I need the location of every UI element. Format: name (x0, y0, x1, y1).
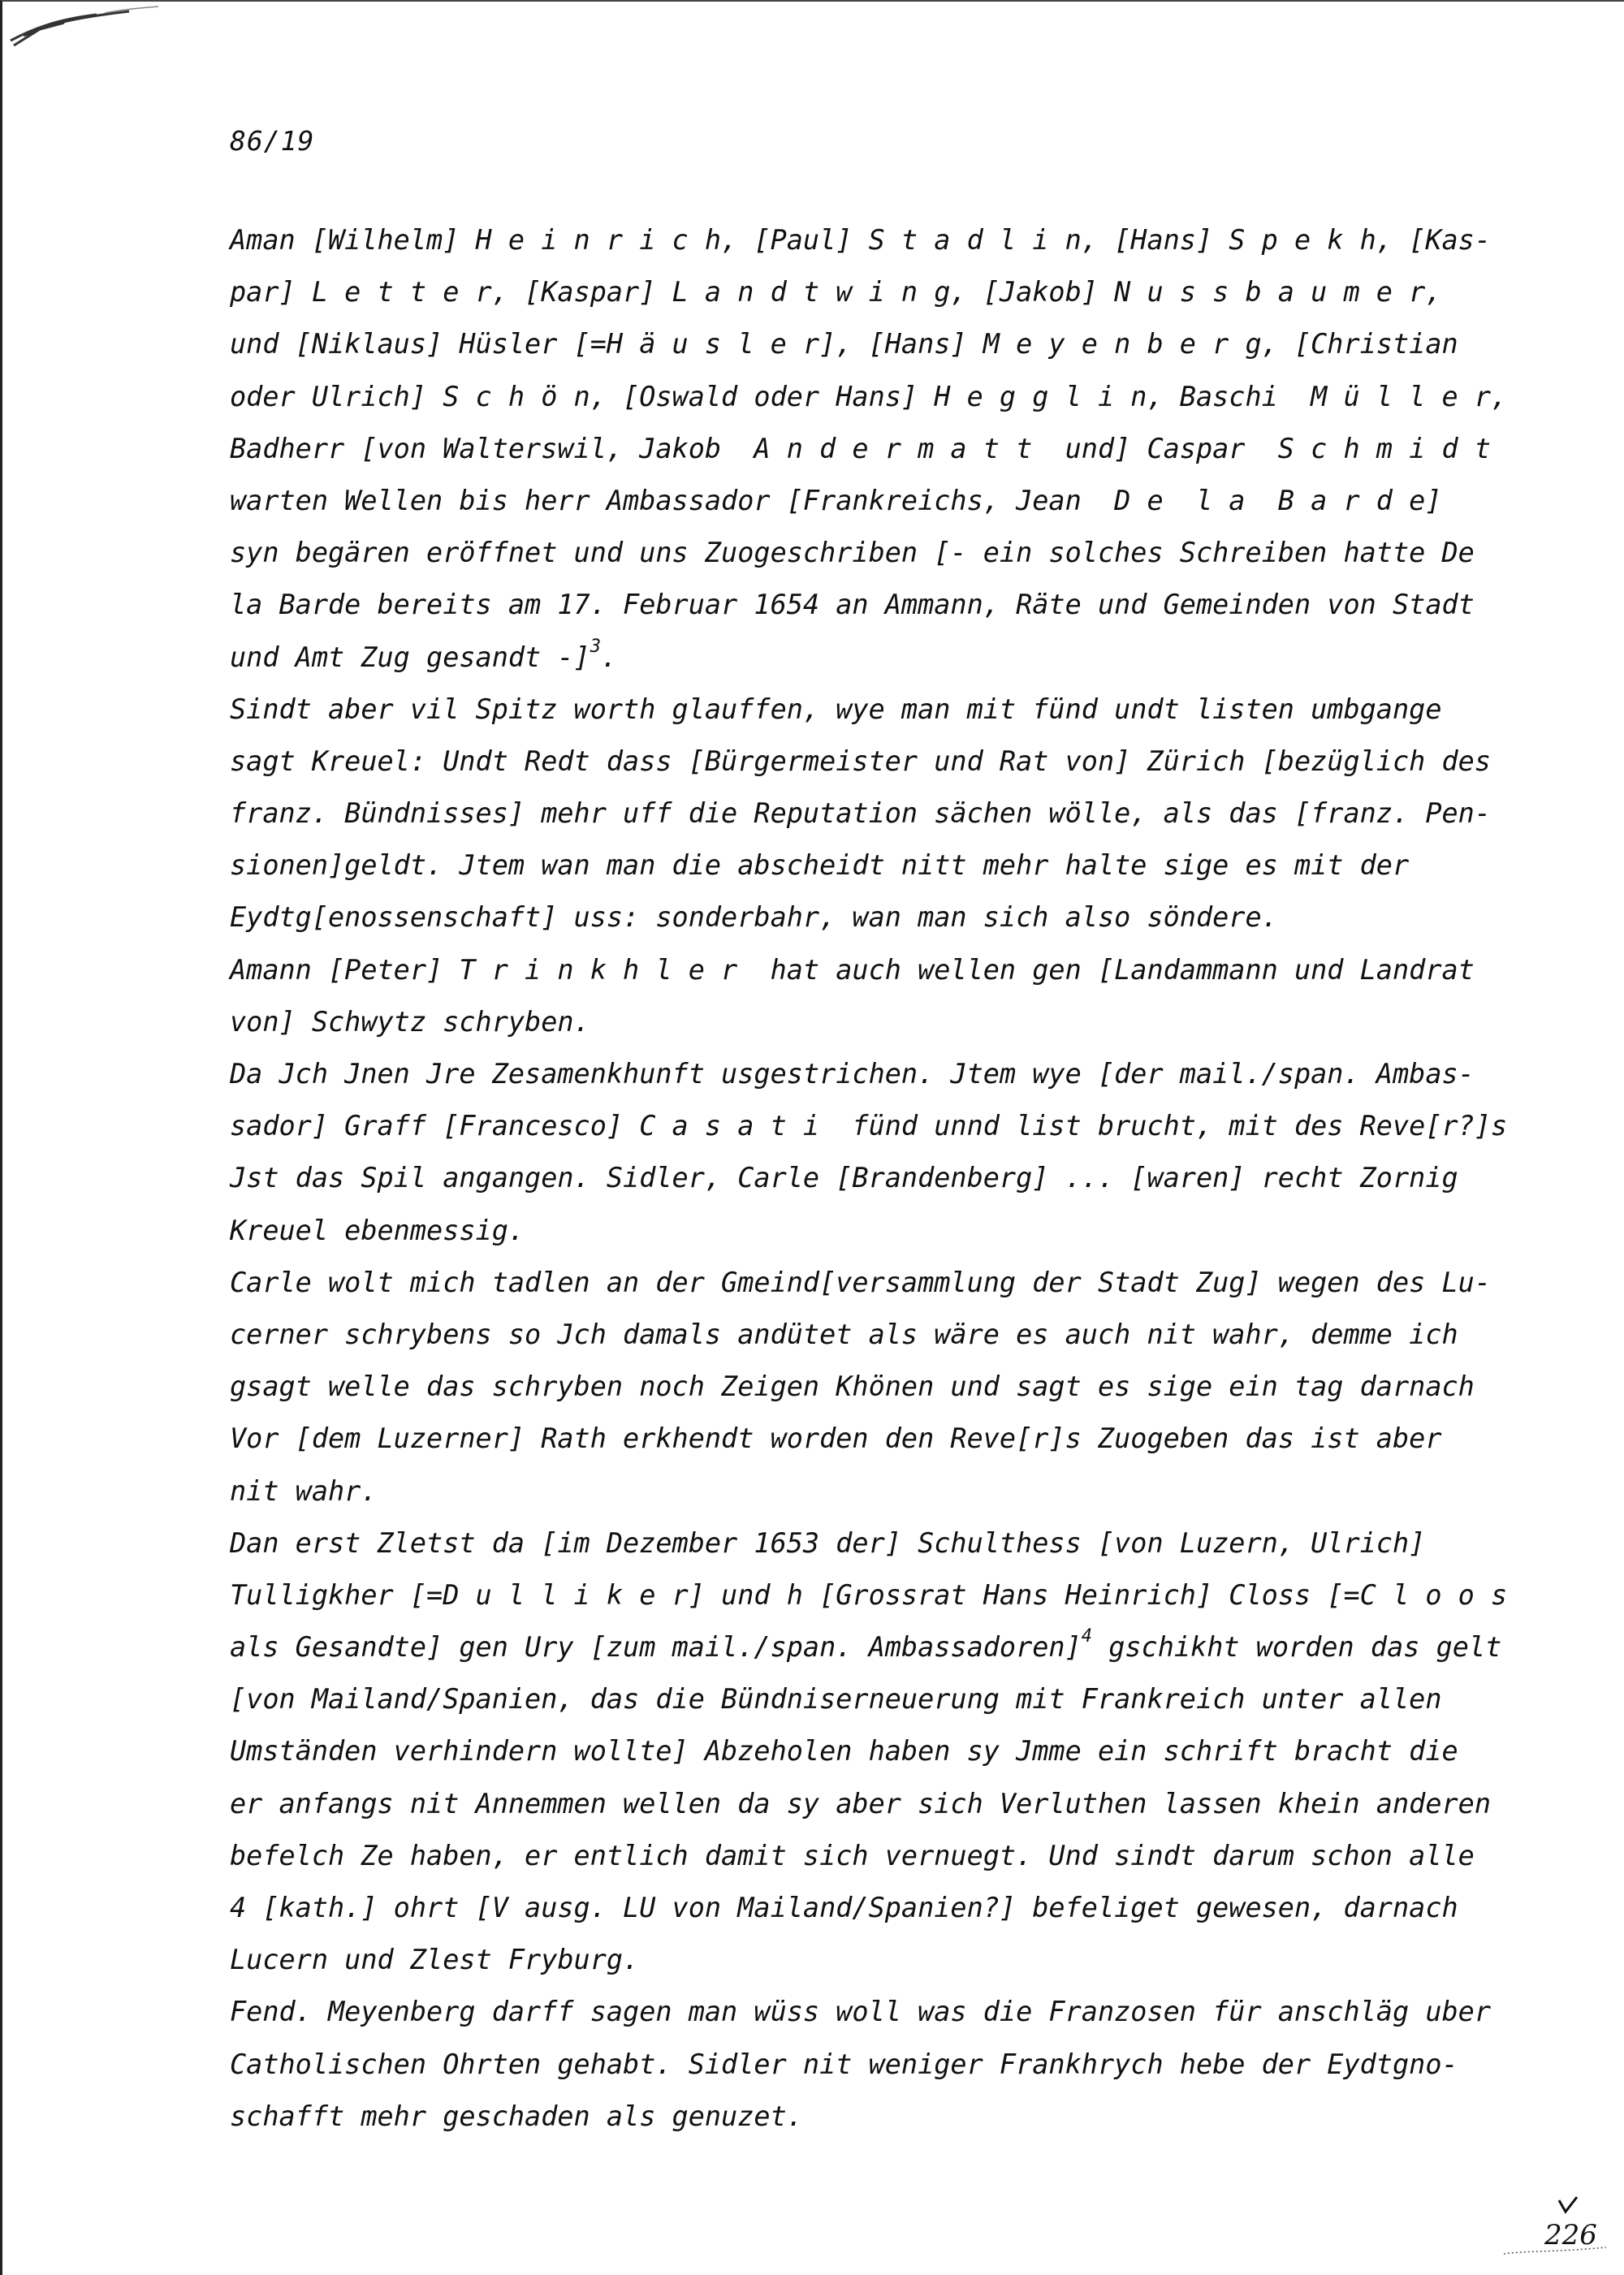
text-line-content: als Gesandte] gen Ury [zum mail./span. Ambassadoren] (230, 1631, 1082, 1664)
text-line: oder Ulrich] S c h ö n, [Oswald oder Hans] H e g g l i n, Baschi M ü l l e r, (230, 380, 1508, 412)
text-line-suffix: . (600, 641, 618, 673)
text-line: er anfangs nit Annemmen wellen da sy aber sich Verluthen lassen khein anderen (230, 1787, 1491, 1820)
text-line: sador] Graff [Francesco] C a s a t i fünd unnd list brucht, mit des Reve[r?]s (230, 1110, 1508, 1142)
text-line: sionen]geldt. Jtem wan man die abscheidt nitt mehr halte sige es mit der (230, 849, 1410, 882)
text-line: franz. Bündnisses] mehr uff die Reputation sächen wölle, als das [franz. Pen- (230, 797, 1491, 830)
text-line-content: und Amt Zug gesandt -] (230, 641, 590, 673)
text-line: gsagt welle das schryben noch Zeigen Khönen und sagt es sige ein tag darnach (230, 1371, 1475, 1403)
text-line: Eydtg[enossenschaft] uss: sonderbahr, wan man sich also söndere. (230, 901, 1278, 934)
page-number: 86/19 (230, 125, 315, 157)
text-line: befelch Ze haben, er entlich damit sich vernuegt. Und sindt darum schon alle (230, 1839, 1475, 1871)
text-line: [von Mailand/Spanien, das die Bündniserneuerung mit Frankreich unter allen (230, 1683, 1442, 1716)
text-line: cerner schrybens so Jch damals andütet als wäre es auch nit wahr, demme ich (230, 1318, 1458, 1350)
text-line: Vor [dem Luzerner] Rath erkhendt worden den Reve[r]s Zuogeben das ist aber (230, 1422, 1442, 1455)
text-line: 4 [kath.] ohrt [V ausg. LU von Mailand/Spanien?] befeliget gewesen, darnach (230, 1892, 1458, 1923)
text-line: Umständen verhindern wollte] Abzeholen haben sy Jmme ein schrift bracht die (230, 1735, 1458, 1768)
folio-stamp (1502, 2194, 1608, 2259)
corner-ink-mark (7, 5, 162, 54)
text-line: Da Jch Jnen Jre Zesamenkhunft usgestrichen. Jtem wye [der mail./span. Ambas- (230, 1058, 1475, 1090)
text-line-with-footnote (230, 1621, 1529, 1673)
text-line: Fend. Meyenberg darff sagen man wüss woll was die Franzosen für anschläg uber (230, 1996, 1491, 2028)
text-line (230, 2143, 1529, 2195)
text-line: Dan erst Zletst da [im Dezember 1653 der] Schulthess [von Luzern, Ulrich] (230, 1526, 1426, 1559)
footnote-marker-4: 4 (1081, 1626, 1093, 1647)
text-line: Jst das Spil angangen. Sidler, Carle [Brandenberg] ... [waren] recht Zornig (230, 1162, 1458, 1194)
text-line: Amann [Peter] T r i n k h l e r hat auch wellen gen [Landammann und Landrat (230, 953, 1475, 986)
text-line: von] Schwytz schryben. (230, 1005, 590, 1038)
text-line: la Barde bereits am 17. Februar 1654 an Ammann, Räte und Gemeinden von Stadt (230, 589, 1475, 621)
text-line: und [Niklaus] Hüsler [=H ä u s l e r], [Hans] M e y e n b e r g, [Christian (230, 328, 1458, 360)
text-line: Badherr [von Walterswil, Jakob A n d e r m a t t und] Caspar S c h m i d t (230, 432, 1491, 464)
text-line: Aman [Wilhelm] H e i n r i c h, [Paul] S t a d l i n, [Hans] S p e k h, [Kas- (230, 224, 1491, 256)
footnote-marker-3: 3 (590, 636, 601, 657)
text-line: nit wahr. (230, 1474, 378, 1507)
folio-number: 226 (1544, 2219, 1597, 2251)
text-line: Lucern und Zlest Fryburg. (230, 1944, 640, 1976)
text-line: Kreuel ebenmessig. (230, 1214, 525, 1246)
text-line: Catholischen Ohrten gehabt. Sidler nit weniger Frankhrych hebe der Eydtgno- (230, 2048, 1458, 2080)
transcription-body (230, 214, 1529, 2195)
text-line: sagt Kreuel: Undt Redt dass [Bürgermeister und Rat von] Zürich [bezüglich des (230, 745, 1491, 777)
text-line-suffix: gschikht worden das gelt (1092, 1631, 1502, 1664)
text-line: Tulligkher [=D u l l i k e r] und h [Grossrat Hans Heinrich] Closs [=C l o o s (230, 1578, 1508, 1611)
text-line: par] L e t t e r, [Kaspar] L a n d t w i n g, [Jakob] N u s s b a u m e r, (230, 276, 1442, 309)
text-line: Sindt aber vil Spitz worth glauffen, wye man mit fünd undt listen umbgange (230, 693, 1442, 725)
text-line-with-footnote (230, 632, 1529, 684)
text-line: Carle wolt mich tadlen an der Gmeind[versammlung der Stadt Zug] wegen des Lu- (230, 1266, 1491, 1298)
text-line: schafft mehr geschaden als genuzet. (230, 2100, 803, 2132)
text-line: warten Wellen bis herr Ambassador [Frankreichs, Jean D e l a B a r d e] (230, 484, 1442, 516)
text-line: syn begären eröffnet und uns Zuogeschriben [- ein solches Schreiben hatte De (230, 537, 1475, 569)
